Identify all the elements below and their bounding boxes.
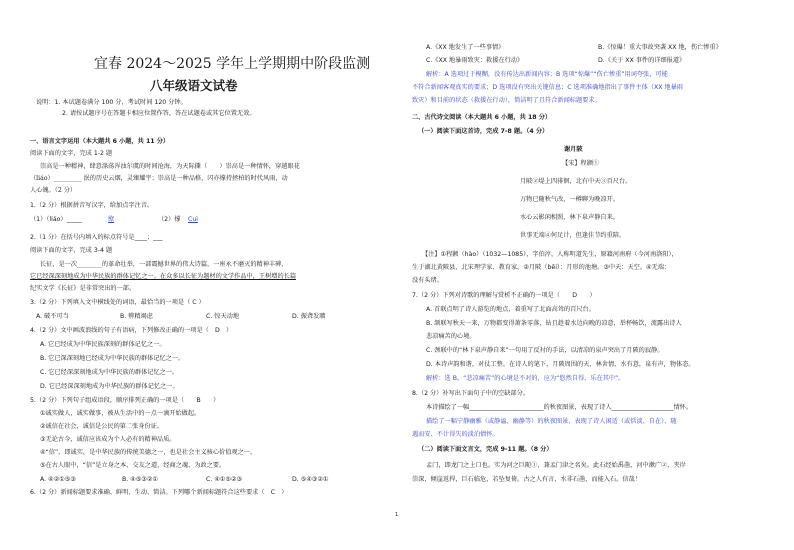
read-instruction-2: 阅读下面的文字，完成 3-4 题 [30, 247, 113, 254]
poem-note-line: 生于湖北黄陂县，北宋理学家、教育家。②月陂（bēi）：月形的池塘。③中天：天空。④无端： [412, 264, 671, 271]
question-6: 6.（2 分）新闻标题要求准确、鲜明、生动、简洁。下列哪个新闻标题符合这些要求（ C ） [30, 489, 288, 496]
q6-analysis-line: 致灾）和目前的状态（救援在行动），简洁明了且符合新闻标题要求。 [412, 97, 601, 104]
q6-option-c: C.《XX 地暴雨致灾：救援在行动》 [426, 57, 524, 64]
q7-option: 悲凉痛苦的心境。 [426, 333, 476, 340]
q5-item: ⑤在古人眼中，“信”是立身之本、交友之道、经商之魂、为政之要。 [40, 462, 226, 469]
q1-b-answer: Cuì [188, 216, 198, 223]
part2-title: （二）阅读下面文言文，完成 9-11 题。（8 分） [418, 446, 553, 453]
part1-title: （一）阅读下面这首诗，完成 7-8 题。（4 分） [418, 128, 549, 135]
section2-title: 二、古代诗文阅读（本大题共 6 小题，共 18 分） [412, 114, 552, 121]
q4-option: D. 它已经深深刻地成为中华民族的群体记忆之一。 [40, 383, 179, 390]
poem-line: 世事无端④何足计，但逢佳节约重陪。 [520, 232, 626, 239]
q5-item: ③无论古今，诚信应该成为个人必有的精神品质。 [40, 436, 176, 443]
q6-option-a: A.《XX 地发生了一些事情》 [426, 44, 505, 51]
poem-line: 水心云影闲相照，林下泉声静自来。 [520, 214, 619, 221]
passage2-line: 长征，是一次________的革命壮举，一部震撼世界的伟大诗篇，一座永不磨灭的精神丰碑， [40, 261, 288, 268]
q5-option-b: B. ④⑤③②① [122, 476, 158, 483]
q7-option: D. 本诗声韵和谐，对仗工整。在诗人的笔下，月陂周围的天，林舍情，水有意，泉有声，物体态。 [426, 361, 695, 368]
q5-item: ②诚信在社会，诚信是公民的第二张身份证。 [40, 423, 164, 430]
question-2: 2.（1 分）在括号内填入的标点符号是____；___ [30, 234, 163, 241]
question-3: 3.（2 分）下列填入文中横线处的词语，最恰当的一项是（ C ） [30, 299, 205, 306]
q5-item: ①诚实做人，诚实做事，被从生活中的一点一滴开始做起。 [40, 410, 201, 417]
passage1-line: 崇高是一种精神，肆意涤荡浑浊尔虞的时间沧海，为天际撕（ ）崇高是一种情怀，穿越眼花 [40, 163, 300, 170]
q6-analysis-line: 不符合新闻客观真实的要求；D 选项没有突出关键信息；C 选项准确地指出了事件主体（XX 地暴雨 [412, 84, 683, 91]
note-1: 说明：1. 本试题卷满分 100 分，考试时间 120 分钟。 [36, 99, 187, 106]
q4-option: A. 它已经成为中华民族深刻的群体记忆之一。 [40, 341, 166, 348]
q7-option: A. 首联点明了诗人游览的地点，着重写了北面高耸的百尺台。 [426, 306, 595, 313]
q5-item: ④“信”，即诚实，是中华民族的传统美德之一，也是社会主义核心价值观之一。 [40, 449, 257, 456]
question-4: 4.（2 分）文中画波浪线的句子有语病，下列修改正确的一项是（ D ） [30, 327, 233, 334]
exam-title: 宜春 2024～2025 学年上学期期中阶段监测 [94, 56, 371, 72]
q8-answer-line: 描绘了一幅宁静幽雅（或静谧、幽静等）的秋夜图景，表现了诗人闲适（或恬淡、自在）、随 [426, 418, 677, 425]
q3-option-b: B. 辨精竭虑 [120, 313, 153, 320]
classical-text-line: 孟门，即龙门之上口也。实为河之巨阨①，兼孟门津之名矣。此石经始禹凿，河中漱广②，夹岸 [426, 462, 686, 469]
question-5: 5.（2 分）下列句子组成语段，顺序排列正确的一项是（ B ） [30, 397, 220, 404]
q5-option-a: A. ④②①⑤③ [40, 476, 76, 483]
q3-option-c: C. 惊天动地 [206, 313, 240, 320]
passage2-line: 纪实文学《长征》是非常突出的一部。 [30, 285, 136, 292]
page-number: 1 [395, 512, 399, 518]
poem-line: 月陂②堤上四徘徊，北有中天③百尺台。 [520, 178, 632, 185]
q5-option-d: D. ⑤④③②① [292, 476, 329, 483]
poem-title: 谢月陂 [564, 146, 583, 153]
read-instruction-1: 阅读下面的文字，完成 1-2 题 [30, 150, 113, 157]
q5-option-c: C. ④①⑤②③ [206, 476, 242, 483]
poem-line: 万物已随秋气改，一樽聊为晚凉开。 [520, 196, 619, 203]
q6-option-b: B.《惊爆！重大事故突袭 XX 地，伤亡惨重》 [598, 44, 722, 51]
q7-option: C. 颈联中的“林下泉声静自来”一句用了反衬的手法，以清凉的泉声突出了月陂的寂静。 [426, 347, 664, 354]
poem-note-line: 没有头绪。 [412, 277, 443, 284]
passage1-line: （liáo）_________ 泯的历史云烟，灵臻耀宇；崇高是一种品格，闪亦撑持拯柏的时代风雨，动 [30, 175, 288, 182]
q7-analysis: 解析：选 B，“悲凉痛苦”的心境是不对的，应为“悠然自得，乐在其中”。 [426, 375, 625, 382]
question-8: 8.（2 分）补写出下面句子中的空缺部分。 [412, 390, 529, 397]
question-1: 1.（2 分）根据拼音写汉字，给加点字注音。 [30, 202, 154, 209]
q8-prompt: 本诗描绘了一幅________________________的秋夜图景，表现了诗人____________________情怀。 [426, 404, 693, 411]
q7-option: B. 颔联写秋天一来，万物都变得萧条零落，钻且趁着水边向晚的凉意，举杯畅饮，流露出诗人 [426, 320, 682, 327]
q4-option: C. 它已经深深刻地成为中华民族的群体记忆之一。 [40, 369, 179, 376]
poem-note-line: 【注】①程颢（hào）（1032—1085），字伯淳，人称明道先生，原籍河南府（今河南洛阳）， [422, 251, 678, 258]
section1-title: 一、语言文字运用（本大题共 6 小题，共 11 分） [30, 138, 170, 145]
q3-option-a: A. 破不可当 [36, 313, 69, 320]
q1-a-label: （1）（liáo）_____ [30, 216, 83, 223]
question-7: 7.（2 分）下列对诗歌的理解与赏析不正确的一项是（ D ） [412, 292, 596, 299]
q1-b-label: （2）撑 [158, 216, 181, 223]
exam-subtitle: 八年级语文试卷 [150, 78, 238, 93]
q6-option-d: D.《关于 XX 事件的详细报道》 [598, 57, 686, 64]
q4-option: B. 它已深深刻地已经成为中华民族的群体记忆之一。 [40, 355, 185, 362]
q3-option-d: D. 振聋发聩 [292, 313, 326, 320]
q6-analysis-line: 解析：A 选项过于模糊，没有传达出新闻内容；B 选项“惊爆”“伤亡惨重”用词夸张，可能 [426, 71, 668, 78]
classical-text-line: 崇深，倾崖返捍，巨石临危，若坠复倚。古之人有言，水非石凿，而能入石。信哉！ [412, 476, 641, 483]
passage1-line: 人心魄。（2 分） [30, 187, 77, 194]
passage2-line: 它已经深深刻地成为中华民族的群体记忆之一。在众多以长征为题材的文学作品中，王树增的长篇 [30, 273, 297, 280]
q1-a-answer: 缭 [108, 216, 115, 223]
q8-answer-line: 遇而安、不计得失的淡泊情怀。 [412, 431, 499, 438]
note-2: 2. 请按试题序号在答题卡相应位置作答，答在试题卷或其它位置无效。 [62, 110, 256, 117]
poem-author: 【宋】程颢① [562, 160, 600, 167]
